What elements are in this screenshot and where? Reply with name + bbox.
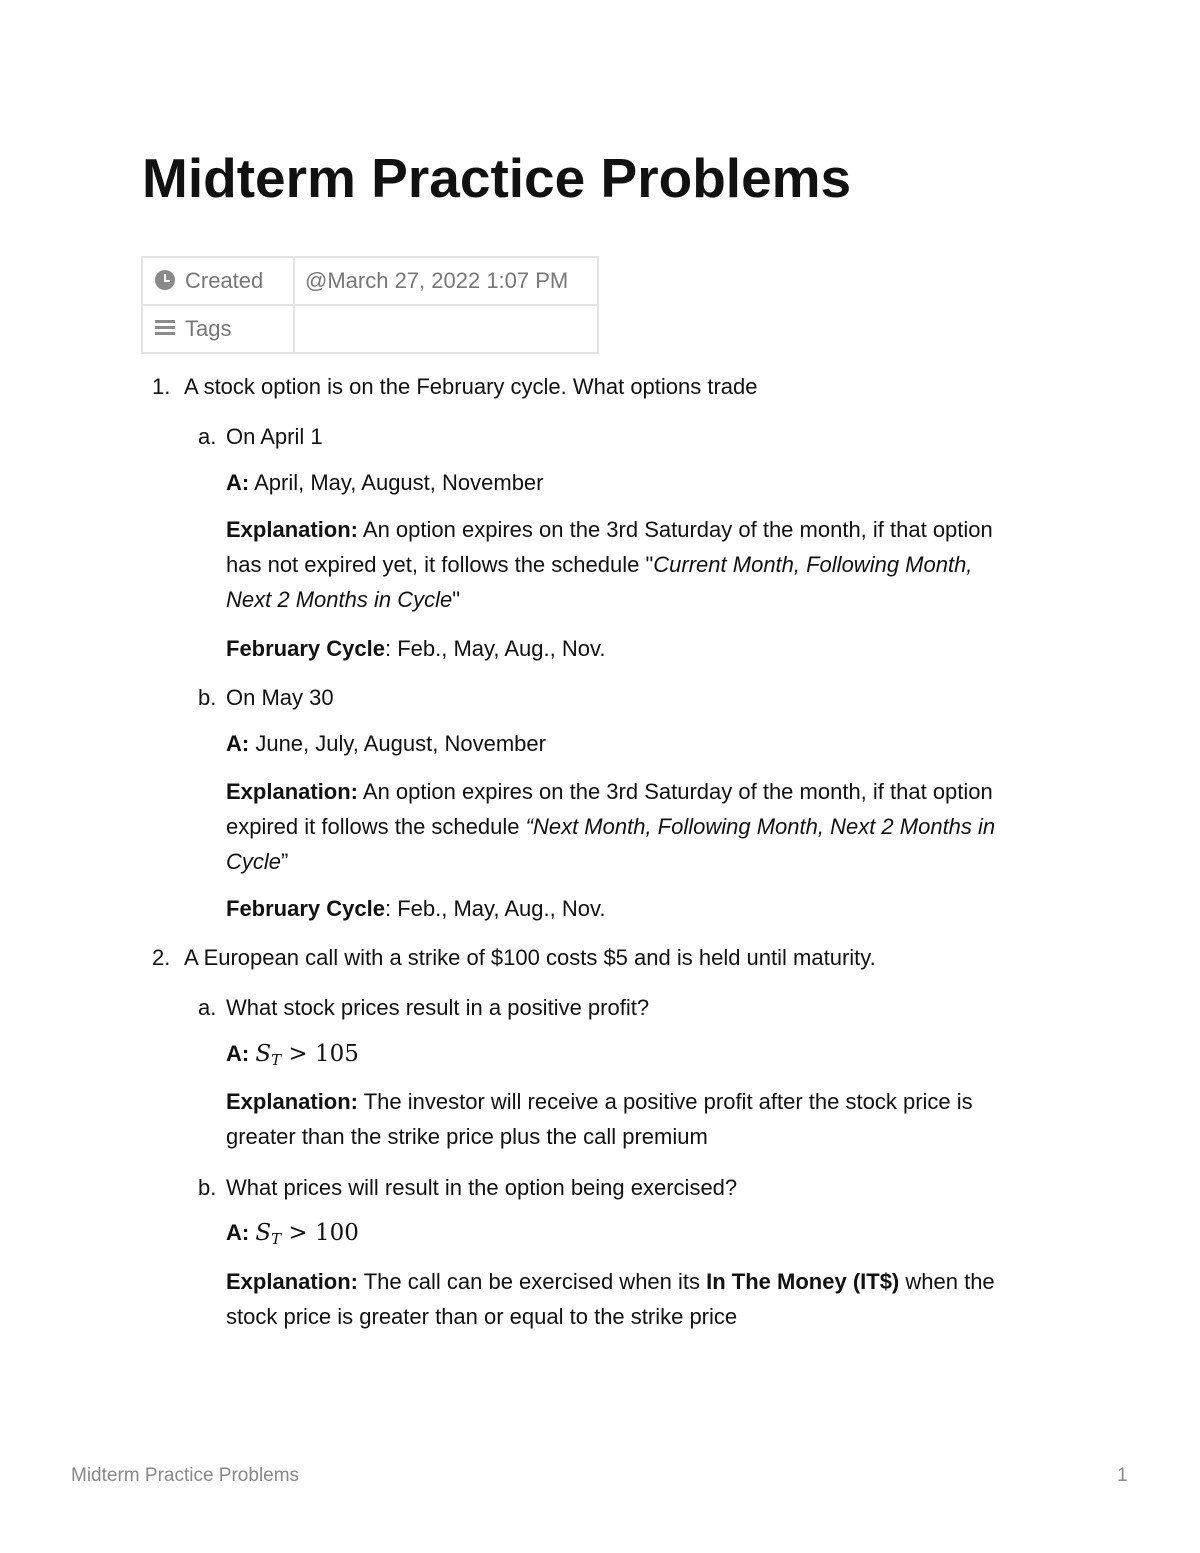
property-value-created[interactable]: @March 27, 2022 1:07 PM [294, 257, 598, 305]
explanation-2b-line2: stock price is greater than or equal to the strike price [226, 1304, 738, 1329]
list-icon [155, 320, 175, 336]
footer-title: Midterm Practice Problems [71, 1465, 300, 1486]
property-value-tags[interactable] [294, 305, 598, 353]
cycle-1a: February Cycle: Feb., May, Aug., Nov. [226, 636, 606, 661]
explanation-1b-line3: Cycle” [226, 849, 289, 874]
list-number: 1. [152, 374, 171, 399]
explanation-1a-line3: Next 2 Months in Cycle" [226, 587, 461, 612]
list-marker: b. [198, 1175, 217, 1200]
list-marker: b. [198, 685, 217, 710]
answer-1b: A: June, July, August, November [226, 731, 546, 756]
list-marker: a. [198, 424, 217, 449]
explanation-2a-line2: greater than the strike price plus the call premium [226, 1124, 708, 1149]
list-number: 2. [152, 945, 171, 970]
question-2-text: A European call with a strike of $100 costs $5 and is held until maturity. [184, 945, 876, 970]
property-row-created [142, 257, 598, 305]
page-title: Midterm Practice Problems [142, 147, 852, 209]
explanation-1a-line1: Explanation: An option expires on the 3rd Saturday of the month, if that option [226, 517, 993, 542]
cycle-1b: February Cycle: Feb., May, Aug., Nov. [226, 896, 606, 921]
answer-2a: A: $S_T > 105$ [226, 1041, 359, 1069]
explanation-1a-line2: has not expired yet, it follows the schedule "Current Month, Following Month, [226, 552, 973, 577]
property-key: Tags [142, 305, 294, 353]
answer-2b: A: $S_T > 100$ [226, 1220, 359, 1248]
property-key: Created [142, 257, 294, 305]
explanation-1b-line1: Explanation: An option expires on the 3rd Saturday of the month, if that option [226, 779, 993, 804]
explanation-2b-line1: Explanation: The call can be exercised when its In The Money (IT$) when the [226, 1269, 995, 1294]
math-expression: $S_T > 105$ [255, 1041, 359, 1069]
list-marker: a. [198, 995, 217, 1020]
answer-1a: A: April, May, August, November [226, 470, 544, 495]
explanation-2a-line1: Explanation: The investor will receive a positive profit after the stock price is [226, 1089, 973, 1114]
property-row-tags [142, 305, 598, 353]
question-1-text: A stock option is on the February cycle. What options trade [184, 374, 758, 399]
clock-icon [155, 270, 175, 290]
explanation-1b-line2: expired it follows the schedule “Next Month, Following Month, Next 2 Months in [226, 814, 996, 839]
math-expression: $S_T > 100$ [255, 1220, 359, 1248]
question-1b-text: On May 30 [226, 685, 334, 710]
question-1a-text: On April 1 [226, 424, 323, 449]
question-2b-text: What prices will result in the option being exercised? [226, 1175, 738, 1200]
question-2a-text: What stock prices result in a positive profit? [226, 995, 650, 1020]
page-number: 1 [1117, 1465, 1128, 1486]
properties-table [141, 256, 599, 354]
